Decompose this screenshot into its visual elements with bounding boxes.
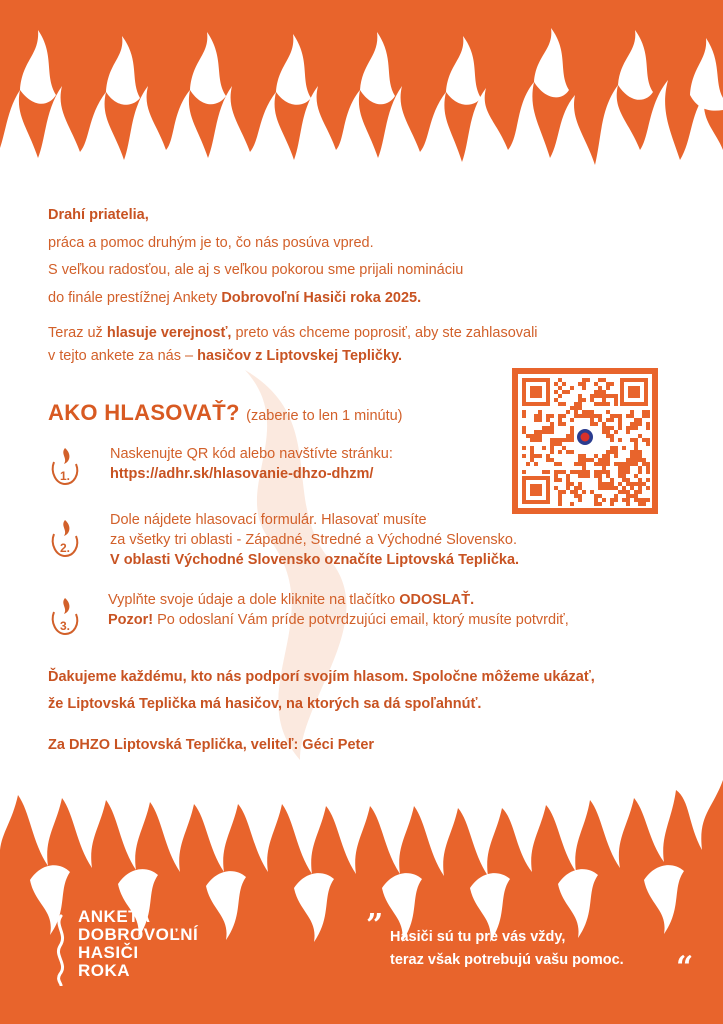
step-1-number: 1.	[60, 469, 71, 483]
how-to-vote-title: AKO HLASOVAŤ?	[48, 400, 240, 425]
submit-label: ODOSLAŤ.	[399, 592, 475, 608]
quote-line1: Hasiči sú tu pre vás vždy,	[390, 929, 566, 945]
thanks-line1: Ďakujeme každému, kto nás podporí svojím hlasom. Spoločne môžeme ukázať,	[48, 669, 595, 685]
step-1-line1: Naskenujte QR kód alebo navštívte stránku:	[110, 446, 393, 462]
public-vote-text-2: preto vás chceme poprosiť, aby ste zahlasovali	[231, 325, 538, 341]
public-vote-text-3: v tejto ankete za nás –	[48, 348, 198, 364]
vote-link[interactable]: https://adhr.sk/hlasovanie-dhzo-dhzm/	[110, 466, 374, 482]
how-to-vote-heading	[48, 400, 403, 426]
greeting: Drahí priatelia,	[48, 207, 149, 223]
step-2-number: 2.	[60, 541, 71, 555]
logo-line3: HASIČI	[78, 943, 139, 962]
step-2-text	[110, 510, 610, 570]
step-2-line1: Dole nájdete hlasovací formulár. Hlasovať musíte	[110, 512, 427, 528]
step-3-badge	[48, 594, 82, 641]
qr-code-icon[interactable]	[512, 368, 658, 514]
intro-line1: práca a pomoc druhým je to, čo nás posúva vpred.	[48, 234, 374, 251]
intro-line3: do finále prestížnej Ankety	[48, 289, 222, 306]
contest-name: Dobrovoľní Hasiči roka 2025.	[221, 289, 422, 306]
open-quote-icon: ”	[366, 908, 384, 943]
flame-icon	[48, 444, 82, 486]
firefighter-emblem-icon	[574, 426, 596, 448]
flame-icon	[48, 516, 82, 558]
logo-line2: DOBROVOĽNÍ	[78, 925, 199, 944]
public-vote-paragraph	[48, 322, 668, 368]
letter-intro	[48, 202, 648, 312]
public-vote-text-1: Teraz už	[48, 325, 107, 341]
step-1-text	[110, 444, 510, 484]
bottom-flame-band	[0, 780, 723, 1024]
step-3-line1: Vyplňte svoje údaje a dole kliknite na tlačítko	[108, 592, 400, 608]
public-vote-bold-1: hlasuje verejnosť,	[106, 325, 232, 341]
smoke-icon	[52, 914, 70, 986]
step-3-line2: Po odoslaní Vám príde potvrdzujúci email, ktorý musíte potvrdiť,	[153, 612, 569, 628]
warning-label: Pozor!	[108, 612, 154, 628]
signature: Za DHZO Liptovská Teplička, veliteľ: Géci Peter	[48, 737, 375, 753]
step-2-line2: za všetky tri oblasti - Západné, Stredné a Východné Slovensko.	[110, 532, 518, 548]
how-to-vote-subtitle: (zaberie to len 1 minútu)	[246, 408, 403, 424]
logo-line4: ROKA	[78, 961, 131, 980]
logo-line1: ANKETA	[78, 907, 151, 926]
public-vote-bold-2: hasičov z Liptovskej Tepličky.	[197, 348, 403, 364]
flame-icon	[48, 594, 82, 636]
intro-line2: S veľkou radosťou, ale aj s veľkou pokorou sme prijali nomináciu	[48, 262, 464, 279]
thanks-paragraph	[48, 664, 698, 718]
step-1-badge	[48, 444, 82, 491]
quote-text	[390, 926, 690, 972]
step-2-line3: V oblasti Východné Slovensko označíte Liptovská Teplička.	[110, 552, 520, 568]
step-3-text	[108, 590, 668, 630]
thanks-line2: že Liptovská Teplička má hasičov, na ktorých sa dá spoľahnúť.	[48, 696, 482, 712]
quote-line2: teraz však potrebujú vašu pomoc.	[390, 952, 624, 968]
step-3-number: 3.	[60, 619, 71, 633]
step-2-badge	[48, 516, 82, 563]
close-quote-icon: “	[676, 950, 694, 985]
